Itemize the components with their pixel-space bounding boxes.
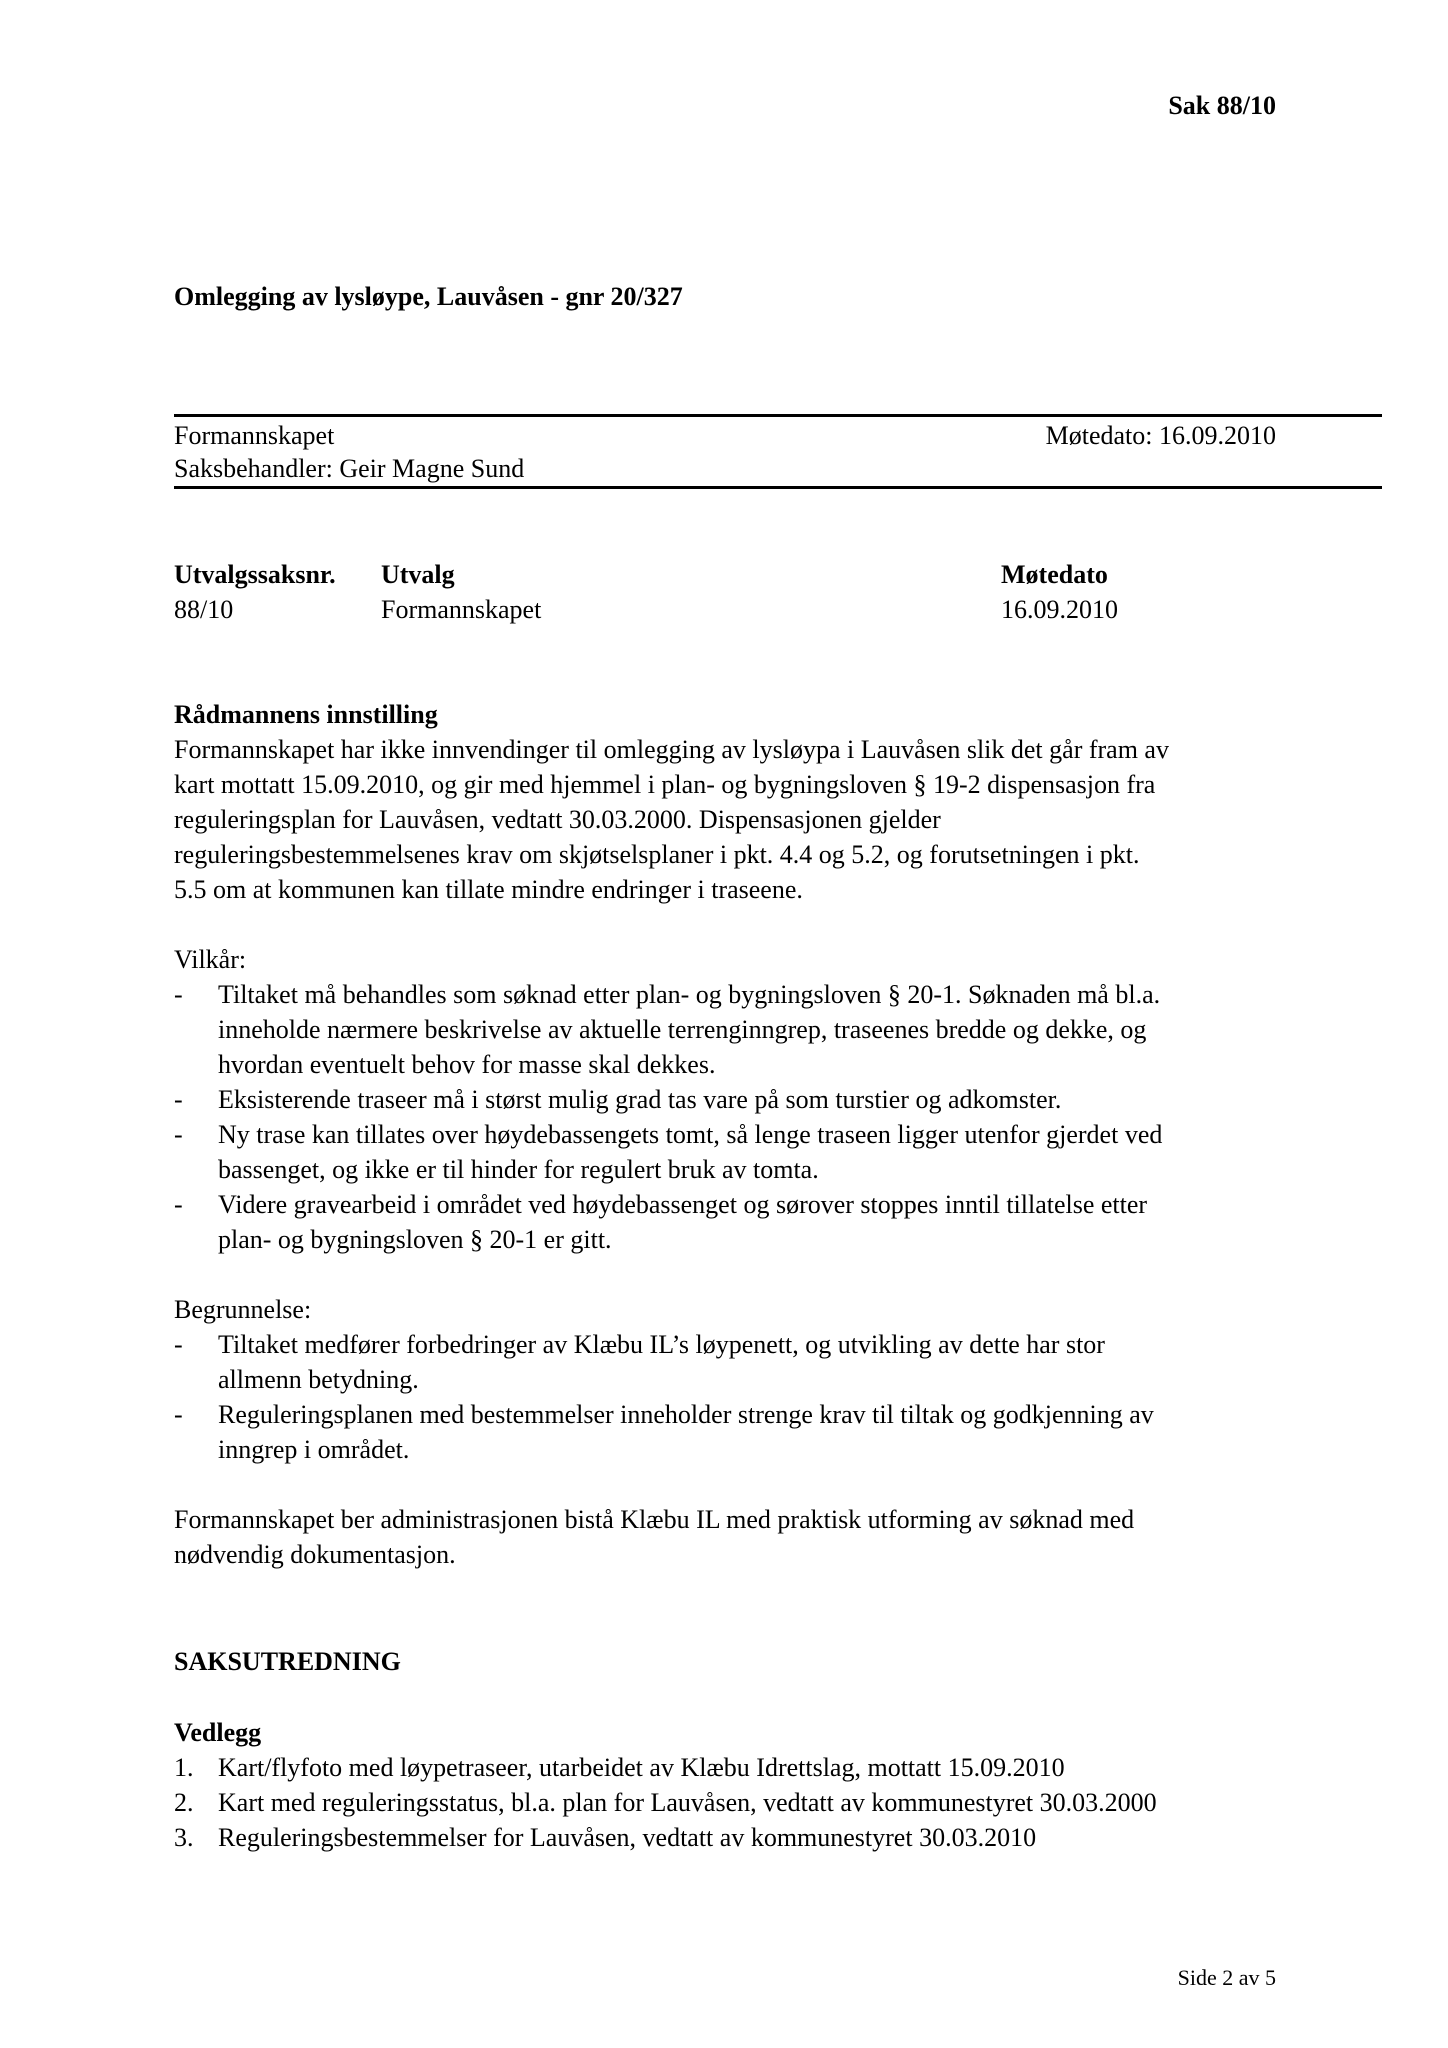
bullet-dash: - xyxy=(174,1190,183,1219)
bottom-rule xyxy=(174,486,1382,489)
recommendation-line: 5.5 om at kommunen kan tillate mindre endringer i traseene. xyxy=(174,875,803,904)
conditions-heading: Vilkår: xyxy=(174,945,247,974)
attachment-text: Reguleringsbestemmelser for Lauvåsen, vedtatt av kommunestyret 30.03.2010 xyxy=(218,1823,1037,1852)
closing-line: nødvendig dokumentasjon. xyxy=(174,1540,456,1569)
top-rule xyxy=(174,414,1382,417)
condition-line: plan- og bygningsloven § 20-1 er gitt. xyxy=(218,1225,612,1254)
condition-line: Eksisterende traseer må i størst mulig grad tas vare på som turstier og adkomster. xyxy=(218,1085,1062,1114)
condition-line: hvordan eventuelt behov for masse skal dekkes. xyxy=(218,1050,716,1079)
table-header-committee: Utvalg xyxy=(381,560,455,589)
condition-line: inneholde nærmere beskrivelse av aktuelle terrenginngrep, traseenes bredde og dekke, og xyxy=(218,1015,1147,1044)
case-reference: Sak 88/10 xyxy=(1168,91,1276,120)
condition-line: Ny trase kan tillates over høydebassengets tomt, så lenge traseen ligger utenfor gjerdet ved xyxy=(218,1120,1163,1149)
bullet-dash: - xyxy=(174,1330,183,1359)
reason-line: allmenn betydning. xyxy=(218,1365,419,1394)
recommendation-text xyxy=(174,732,1314,907)
table-cell-committee: Formannskapet xyxy=(381,595,542,624)
recommendation-line: Formannskapet har ikke innvendinger til omlegging av lysløypa i Lauvåsen slik det går fram av xyxy=(174,735,1169,764)
table-header-meeting-date: Møtedato xyxy=(1001,560,1108,589)
case-officer: Saksbehandler: Geir Magne Sund xyxy=(174,454,525,483)
recommendation-heading: Rådmannens innstilling xyxy=(174,700,438,729)
bullet-dash: - xyxy=(174,1085,183,1114)
table-header-case-number: Utvalgssaksnr. xyxy=(174,560,336,589)
recommendation-line: kart mottatt 15.09.2010, og gir med hjemmel i plan- og bygningsloven § 19-2 dispensasjon fra xyxy=(174,770,1156,799)
attachment-number: 1. xyxy=(174,1753,194,1782)
condition-line: Tiltaket må behandles som søknad etter plan- og bygningsloven § 20-1. Søknaden må bl.a. xyxy=(218,980,1161,1009)
attachment-number: 3. xyxy=(174,1823,194,1852)
closing-line: Formannskapet ber administrasjonen bistå Klæbu IL med praktisk utforming av søknad med xyxy=(174,1505,1135,1534)
bullet-dash: - xyxy=(174,1400,183,1429)
bullet-dash: - xyxy=(174,980,183,1009)
reason-line: Reguleringsplanen med bestemmelser inneholder strenge krav til tiltak og godkjenning av xyxy=(218,1400,1154,1429)
recommendation-line: reguleringsplan for Lauvåsen, vedtatt 30.03.2000. Dispensasjonen gjelder xyxy=(174,805,941,834)
attachment-text: Kart/flyfoto med løypetraseer, utarbeidet av Klæbu Idrettslag, mottatt 15.09.2010 xyxy=(218,1753,1065,1782)
attachment-number: 2. xyxy=(174,1788,194,1817)
section-heading: SAKSUTREDNING xyxy=(174,1647,401,1676)
committee-name: Formannskapet xyxy=(174,421,335,450)
reasons-heading: Begrunnelse: xyxy=(174,1295,312,1324)
reason-line: Tiltaket medfører forbedringer av Klæbu IL’s løypenett, og utvikling av dette har stor xyxy=(218,1330,1105,1359)
table-cell-case-number: 88/10 xyxy=(174,595,234,624)
bullet-dash: - xyxy=(174,1120,183,1149)
document-title: Omlegging av lysløype, Lauvåsen - gnr 20/327 xyxy=(174,282,683,311)
condition-line: Videre gravearbeid i området ved høydebassenget og sørover stoppes inntil tillatelse etter xyxy=(218,1190,1148,1219)
closing-text xyxy=(174,1502,1314,1572)
table-cell-meeting-date: 16.09.2010 xyxy=(1001,595,1118,624)
reason-line: inngrep i området. xyxy=(218,1435,410,1464)
attachments-heading: Vedlegg xyxy=(174,1718,262,1747)
page-number: Side 2 av 5 xyxy=(1177,1965,1276,1990)
attachment-text: Kart med reguleringsstatus, bl.a. plan for Lauvåsen, vedtatt av kommunestyret 30.03.2000 xyxy=(218,1788,1157,1817)
recommendation-line: reguleringsbestemmelsenes krav om skjøtselsplaner i pkt. 4.4 og 5.2, og forutsetningen i pkt. xyxy=(174,840,1140,869)
condition-line: bassenget, og ikke er til hinder for regulert bruk av tomta. xyxy=(218,1155,819,1184)
meeting-date: Møtedato: 16.09.2010 xyxy=(1045,421,1276,450)
